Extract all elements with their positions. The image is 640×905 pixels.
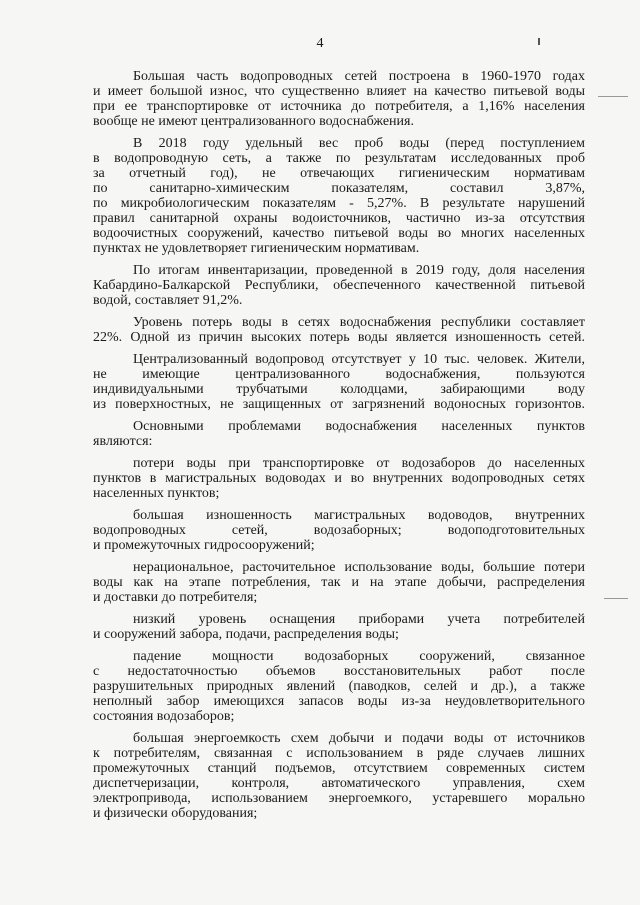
text-line: и доставки до потребителя; <box>93 590 258 605</box>
text-line: индивидуальными трубчатыми колодцами, забирающими воду <box>93 382 585 397</box>
text-line: промежуточных станций подъемов, отсутствием современных систем <box>93 761 585 776</box>
text-line: По итогам инвентаризации, проведенной в 2019 году, доля населения <box>133 263 585 278</box>
text-line: в водопроводную сеть, а также по результатам исследованных проб <box>93 151 585 166</box>
text-line: не имеющие централизованного водоснабжения, пользуются <box>93 367 585 382</box>
text-line: диспетчеризации, контроля, автоматического управления, схем <box>93 776 585 791</box>
text-line: за отчетный год), не отвечающих гигиеническим нормативам <box>93 166 585 181</box>
text-line: разрушительных природных явлений (паводков, селей и др.), а также <box>93 679 585 694</box>
text-line: с недостаточностью объемов восстановительных работ после <box>93 664 585 679</box>
text-line: воды как на этапе потребления, так и на этапе добычи, распределения <box>93 575 585 590</box>
text-line: и имеет большой износ, что существенно влияет на качество питьевой воды <box>93 84 585 99</box>
scan-mark <box>538 38 540 45</box>
text-line: правил санитарной охраны водоисточников, частично из-за отсутствия <box>93 211 585 226</box>
text-line: В 2018 году удельный вес проб воды (перед поступлением <box>133 136 585 151</box>
text-line: низкий уровень оснащения приборами учета потребителей <box>133 612 585 627</box>
body-text <box>93 69 585 821</box>
text-line: и промежуточных гидросооружений; <box>93 538 315 553</box>
text-line: Уровень потерь воды в сетях водоснабжения республики составляет <box>133 315 585 330</box>
text-line: по санитарно-химическим показателям, составил 3,87%, <box>93 181 585 196</box>
page-number: 4 <box>316 36 324 51</box>
text-line: потери воды при транспортировке от водозаборов до населенных <box>133 456 585 471</box>
text-line: из поверхностных, не защищенных от загрязнений водоносных горизонтов. <box>93 397 585 412</box>
text-line: неполный забор имеющихся запасов воды из-за неудовлетворительного <box>93 694 585 709</box>
scan-mark <box>598 96 628 97</box>
text-line: и сооружений забора, подачи, распределения воды; <box>93 627 399 642</box>
text-line: водоочистных сооружений, качество питьевой воды во многих населенных <box>93 226 585 241</box>
text-line: Кабардино-Балкарской Республики, обеспеченного качественной питьевой <box>93 278 585 293</box>
text-line: падение мощности водозаборных сооружений, связанное <box>133 649 585 664</box>
text-line: электропривода, использованием энергоемкого, устаревшего морально <box>93 791 585 806</box>
text-line: Основными проблемами водоснабжения населенных пунктов <box>133 419 585 434</box>
text-line: населенных пунктов; <box>93 486 220 501</box>
text-line: по микробиологическим показателям - 5,27%. В результате нарушений <box>93 196 585 211</box>
text-line: Большая часть водопроводных сетей построена в 1960-1970 годах <box>133 69 585 84</box>
text-line: большая энергоемкость схем добычи и подачи воды от источников <box>133 731 585 746</box>
text-line: водопроводных сетей, водозаборных; водоподготовительных <box>93 523 585 538</box>
text-line: вообще не имеют централизованного водоснабжения. <box>93 114 414 129</box>
text-line: Централизованный водопровод отсутствует у 10 тыс. человек. Жители, <box>133 352 585 367</box>
text-line: к потребителям, связанная с использованием в ряде случаев лишних <box>93 746 585 761</box>
text-line: водой, составляет 91,2%. <box>93 293 243 308</box>
text-line: при ее транспортировке от источника до потребителя, а 1,16% населения <box>93 99 585 114</box>
text-line: пунктов в магистральных водоводах и во внутренних водопроводных сетях <box>93 471 585 486</box>
text-line: 22%. Одной из причин высоких потерь воды является изношенность сетей. <box>93 330 585 345</box>
text-line: пунктах не удовлетворяет гигиеническим нормативам. <box>93 241 420 256</box>
text-line: и физически оборудования; <box>93 806 258 821</box>
scan-mark <box>604 598 628 599</box>
text-line: нерациональное, расточительное использование воды, большие потери <box>133 560 585 575</box>
text-line: являются: <box>93 434 153 449</box>
text-line: большая изношенность магистральных водоводов, внутренних <box>133 508 585 523</box>
text-line: состояния водозаборов; <box>93 709 235 724</box>
